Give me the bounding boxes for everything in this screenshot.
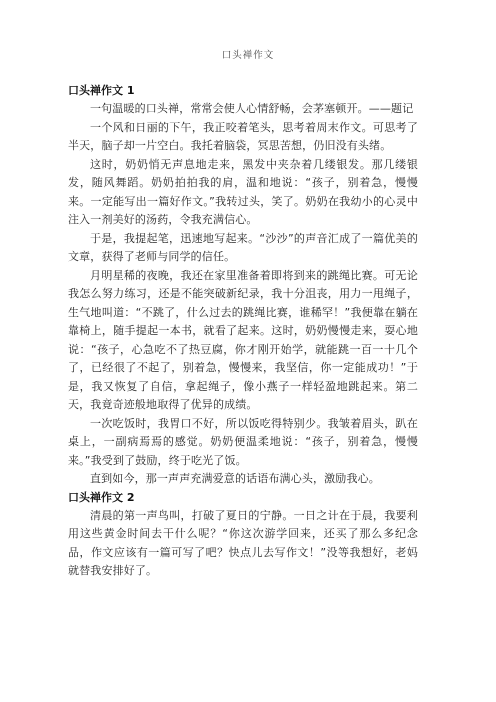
paragraph: 一次吃饭时，我胃口不好，所以饭吃得特别少。我皱着眉头，趴在桌上，一副病焉焉的感觉。奶奶便温柔地说：“孩子，别着急，慢慢来。”我受到了鼓励，终于吃光了饭。 (68, 416, 418, 467)
paragraph: 一个风和日丽的下午，我正咬着笔头，思考着周末作文。可思考了半天，脑子却一片空白。我托着脑袋，冥思苦想，仍旧没有头绪。 (68, 120, 418, 152)
paragraph: 这时，奶奶悄无声息地走来，黑发中夹杂着几缕银发。那几缕银发，随风舞蹈。奶奶拍拍我的肩，温和地说：“孩子，别着急，慢慢来。一定能写出一篇好作文。”我转过头，笑了。奶奶在我幼小的心灵中注入一剂美好的汤药，令我充满信心。 (68, 157, 418, 226)
document-title: 口头禅作文 (221, 50, 275, 61)
paragraph: 直到如今，那一声声充满爱意的话语布满心头，激励我心。 (90, 472, 380, 485)
paragraph: 清晨的第一声鸟叫，打破了夏日的宁静。一日之计在于晨，我要利用这些黄金时间去干什么呢？“你这次游学回来，还买了那么多纪念品，作文应该有一篇可写了吧？快点儿去写作文！”没等我想好，老妈就替我安排好了。 (68, 508, 418, 577)
paragraph: 一句温暖的口头禅，常常会使人心情舒畅，会茅塞顿开。——题记 (90, 102, 414, 115)
essay-section-1 (68, 82, 418, 489)
essay-section-2 (68, 489, 418, 581)
document-body (68, 82, 418, 581)
paragraph: 于是，我提起笔，迅速地写起来。“沙沙”的声音汇成了一篇优美的文章，获得了老师与同学的信任。 (68, 231, 418, 263)
paragraph: 月明星稀的夜晚，我还在家里准备着即将到来的跳绳比赛。可无论我怎么努力练习，还是不能突破新纪录，我十分沮丧，用力一甩绳子，生气地叫道：“不跳了，什么过去的跳绳比赛，谁稀罕！”我便靠在躺在靠椅上，随手提起一本书，就看了起来。这时，奶奶慢慢走来，耍心地说：“孩子，心急吃不了热豆腐，你才刚开始学，就能跳一百一十几个了，已经很了不起了，别着急，慢慢来，我坚信，你一定能成功！”于是，我又恢复了自信，拿起绳子，像小燕子一样轻盈地跳起来。第二天，我竟奇迹般地取得了优异的成绩。 (68, 268, 418, 411)
section-heading: 口头禅作文 1 (68, 84, 135, 97)
section-heading: 口头禅作文 2 (68, 490, 135, 504)
